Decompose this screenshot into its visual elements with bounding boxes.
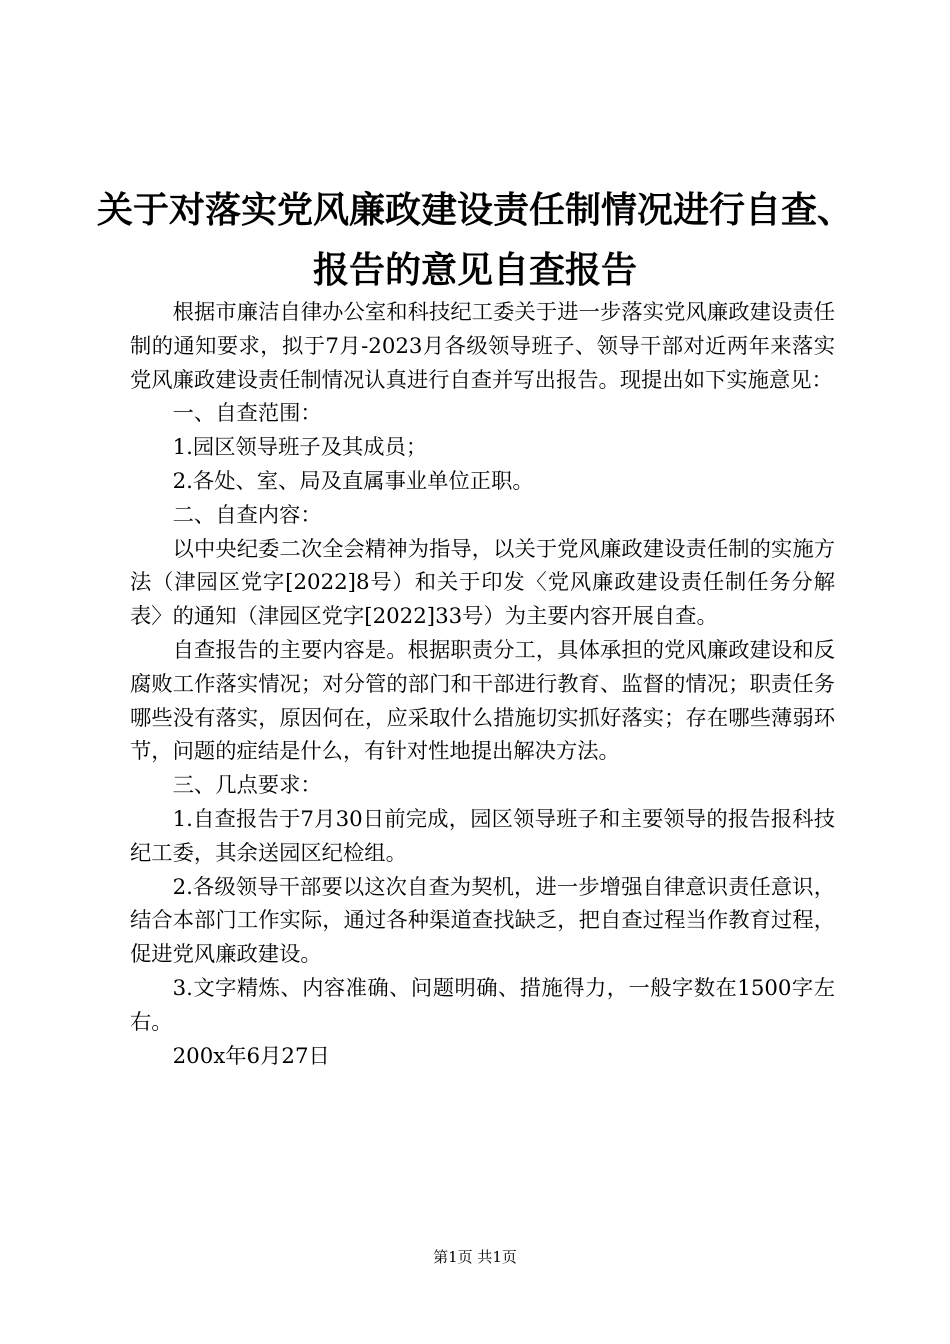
document-date: 200x年6月27日 [172, 1043, 330, 1069]
list-item-scope-1: 1.园区领导班子及其成员； [172, 435, 428, 461]
section-heading-scope: 一、自查范围： [172, 401, 322, 427]
section-heading-content: 二、自查内容： [172, 502, 322, 528]
list-item-scope-2: 2.各处、室、局及直属事业单位正职。 [172, 468, 534, 494]
paragraph-content-guidance: 以中央纪委二次全会精神为指导，以关于党风廉政建设责任制的实施方法（津园区党字[2022]8号）和关于印发〈党风廉政建设责任制任务分解表〉的通知（津园区党字[2022]33号）为主要内容开展自查。 [130, 536, 835, 630]
document-title-line2: 报告的意见自查报告 [312, 250, 637, 291]
paragraph-intro: 根据市廉洁自律办公室和科技纪工委关于进一步落实党风廉政建设责任制的通知要求，拟于7月-2023月各级领导班子、领导干部对近两年来落实党风廉政建设责任制情况认真进行自查并写出报告。现提出如下实施意见： [130, 300, 835, 393]
page-footer: 第1页 共1页 [433, 1248, 517, 1266]
section-heading-requirements: 三、几点要求： [172, 773, 322, 799]
list-item-requirement-2: 2.各级领导干部要以这次自查为契机，进一步增强自律意识责任意识，结合本部门工作实际，通过各种渠道查找缺乏，把自查过程当作教育过程，促进党风廉政建设。 [130, 874, 835, 968]
document-body [130, 296, 835, 1073]
document-title-line1: 关于对落实党风廉政建设责任制情况进行自查、 [96, 190, 853, 231]
list-item-requirement-3: 3.文字精炼、内容准确、问题明确、措施得力，一般字数在1500字左右。 [130, 975, 835, 1035]
paragraph-report-content: 自查报告的主要内容是。根据职责分工，具体承担的党风廉政建设和反腐败工作落实情况；对分管的部门和干部进行教育、监督的情况；职责任务哪些没有落实，原因何在，应采取什么措施切实抓好落实；存在哪些薄弱环节，问题的症结是什么，有针对性地提出解决方法。 [130, 637, 835, 765]
list-item-requirement-1: 1.自查报告于7月30日前完成，园区领导班子和主要领导的报告报科技纪工委，其余送园区纪检组。 [130, 806, 835, 866]
